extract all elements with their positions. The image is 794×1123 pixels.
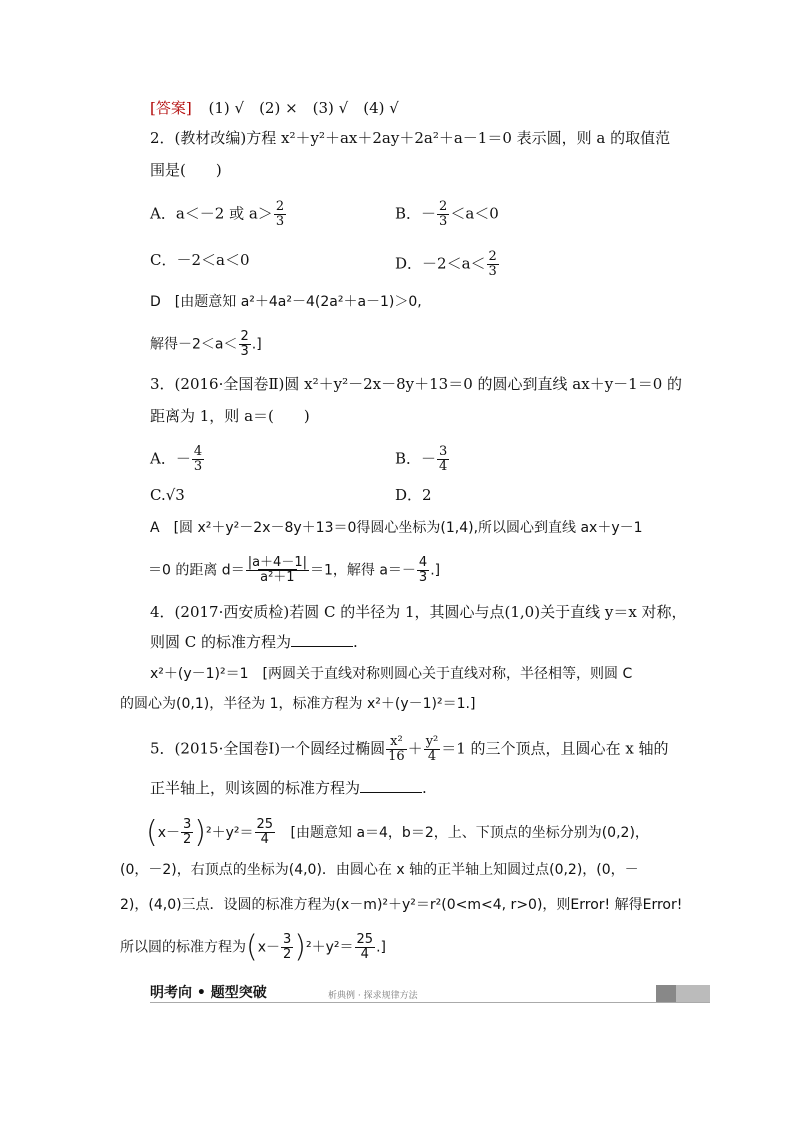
section-title: 明考向 • 题型突破 <box>150 985 267 1001</box>
q5-stem-text-a: 5．(2015·全国卷Ⅰ)一个圆经过椭圆 <box>150 739 386 758</box>
q4-solution-line2: 的圆心为(0,1)，半径为 1，标准方程为 x²＋(y－1)²＝1.] <box>120 696 476 712</box>
q5-solution-text: 所以圆的标准方程为 <box>120 939 246 956</box>
q5-stem-line2: 正半轴上，则该圆的标准方程为 . <box>150 779 427 797</box>
fraction: $\frac{3}{4}$ <box>439 444 448 474</box>
answer-blank <box>291 632 353 647</box>
q5-stem-line1: 5．(2015·全国卷Ⅰ)一个圆经过椭圆 $\frac{\text{x²}}{16}$ ＋ $\frac{\text{y²}}{4}$ ＝1 的三个顶点，且圆心在 x 轴的 <box>150 734 669 764</box>
divider <box>150 1002 710 1003</box>
answer-tag: [答案] <box>150 99 192 117</box>
q3-solution-line2: ＝0 的距离 d＝ $\frac{|a+4-1|}{\text{a²＋1}}$ ＝1，解得 a＝－ $\frac{4}{3}$ .] <box>148 555 441 585</box>
q3-stem-line2: 距离为 1，则 a＝( ) <box>150 407 310 425</box>
q5-stem-text-b: ＝1 的三个顶点，且圆心在 x 轴的 <box>441 739 669 758</box>
section-subtitle: 析典例 · 探求规律方法 <box>328 991 418 1001</box>
q4-stem-line2: 则圆 C 的标准方程为 . <box>150 633 358 651</box>
answer-items: (1) √ (2) × (3) √ (4) √ <box>208 99 399 117</box>
q3-option-a <box>150 445 205 474</box>
q5-solution-line2: (0，－2)，右顶点的坐标为(4,0)．由圆心在 x 轴的正半轴上知圆过点(0,2)，(0，－ <box>120 862 639 878</box>
q4-solution-line1: x²＋(y－1)²＝1 [两圆关于直线对称则圆心关于直线对称，半径相等，则圆 C <box>150 666 633 682</box>
q2-option-d <box>395 250 500 279</box>
q5-solution-line4: 所以圆的标准方程为(x－ $\frac{3}{2}$ )²＋y²＝ $\frac{25}{4}$ .] <box>120 929 386 965</box>
fraction: $\frac{2}{3}$ <box>240 329 249 359</box>
q5-stem-text: 正半轴上，则该圆的标准方程为 <box>150 779 361 797</box>
q3-option-b <box>395 445 450 474</box>
fraction: $\frac{2}{3}$ <box>439 199 448 229</box>
q3-solution-text-a: ＝0 的距离 d＝ <box>148 562 245 579</box>
q2-option-d-text: D．－2＜a＜ <box>395 254 486 273</box>
decorative-block <box>656 985 676 1003</box>
q3-option-d: D．2 <box>395 486 432 504</box>
fraction: $\frac{2}{3}$ <box>488 249 497 279</box>
answer-blank <box>360 778 422 793</box>
fraction: $\frac{|a+4-1|}{\text{a²＋1}}$ <box>247 555 307 585</box>
fraction: $\frac{4}{3}$ <box>193 444 203 474</box>
q5-answer-formula: (x－ $\frac{3}{2}$ )²＋y²＝ $\frac{25}{4}$ <box>146 814 274 850</box>
q3-option-c: C.√3 <box>150 486 185 504</box>
answer-line <box>150 98 399 118</box>
q2-solution-text: 解得－2＜a＜ <box>150 336 238 353</box>
q3-solution-text-b: ＝1，解得 a＝－ <box>309 562 416 579</box>
fraction: $\frac{\text{x²}}{16}$ <box>388 734 405 764</box>
fraction: $\frac{\text{y²}}{4}$ <box>425 734 439 764</box>
q2-option-a <box>150 200 287 229</box>
q2-option-a-text: A．a＜－2 或 a＞ <box>150 204 273 223</box>
q3-solution-line1: A [圆 x²＋y²－2x－8y＋13＝0得圆心坐标为(1,4),所以圆心到直线 ax＋y－1 <box>150 520 643 536</box>
q2-solution-line1: D [由题意知 a²＋4a²－4(2a²＋a－1)＞0, <box>150 294 422 310</box>
q2-option-b: B．－ $\frac{2}{3}$ ＜a＜0 <box>395 199 499 229</box>
q4-stem-text: 则圆 C 的标准方程为 <box>150 633 292 651</box>
q5-solution-line3: 2)，(4,0)三点．设圆的标准方程为(x－m)²＋y²＝r²(0<m<4, r>0)，则Error! 解得Error! <box>120 897 683 913</box>
q2-solution-line2: 解得－2＜a＜ $\frac{2}{3}$ .] <box>150 329 262 359</box>
q2-stem-line2: 围是( ) <box>150 161 222 179</box>
q3-option-a-text: A．－ <box>150 449 191 468</box>
q2-option-c: C．－2＜a＜0 <box>150 251 250 269</box>
q3-option-b-text: B．－ <box>395 449 437 468</box>
q4-stem-line1: 4．(2017·西安质检)若圆 C 的半径为 1，其圆心与点(1,0)关于直线 y＝x 对称， <box>150 603 687 621</box>
q2-stem-line1: 2．(教材改编)方程 x²＋y²＋ax＋2ay＋2a²＋a－1＝0 表示圆，则 a 的取值范 <box>150 129 671 147</box>
decorative-block <box>676 985 710 1003</box>
fraction: $\frac{4}{3}$ <box>418 555 428 585</box>
fraction: $\frac{2}{3}$ <box>275 199 285 229</box>
q3-stem-line1: 3．(2016·全国卷Ⅱ)圆 x²＋y²－2x－8y＋13＝0 的圆心到直线 ax＋y－1＝0 的 <box>150 375 683 393</box>
q5-solution-text: [由题意知 a＝4，b＝2，上、下顶点的坐标分别为(0,2)， <box>290 824 649 841</box>
q2-option-b-text: B．－ <box>395 204 437 223</box>
section-footer-bar <box>150 983 710 1003</box>
q5-solution-line1 <box>146 814 649 850</box>
